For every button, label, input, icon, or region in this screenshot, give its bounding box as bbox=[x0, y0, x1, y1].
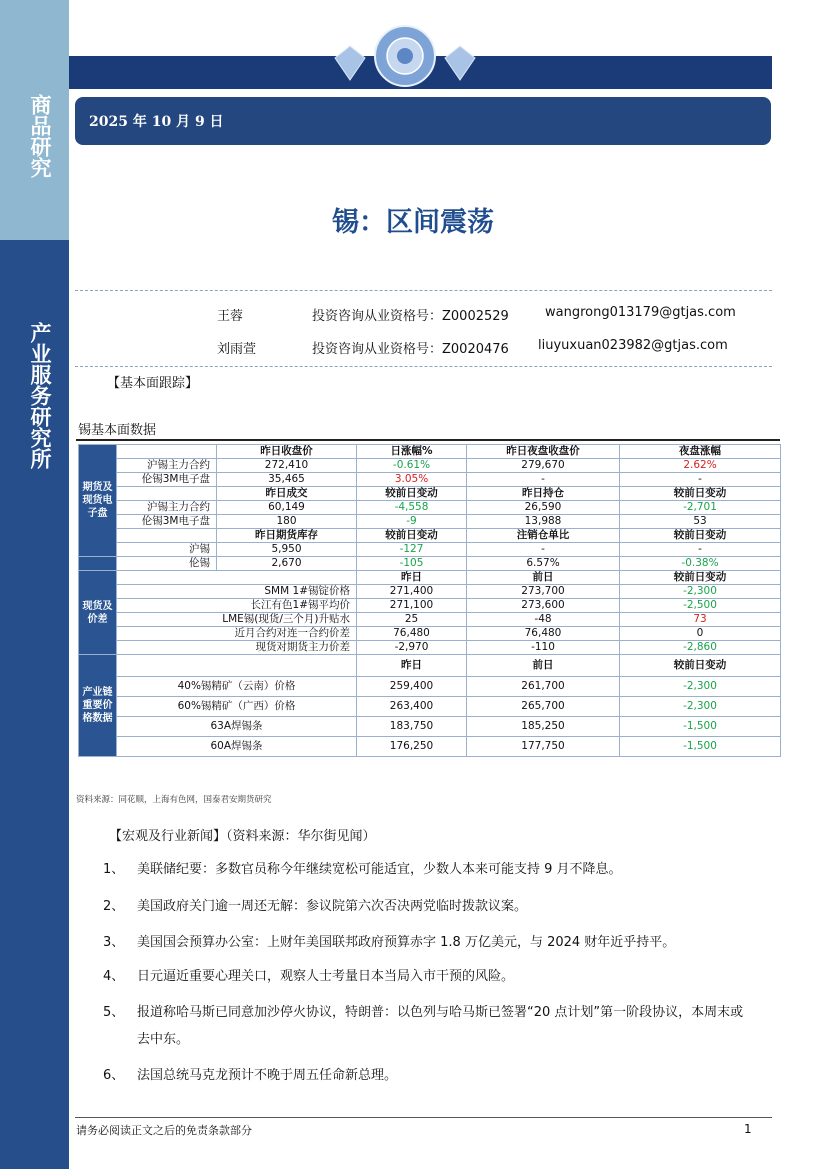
footer-disclaimer: 请务必阅读正文之后的免责条款部分 bbox=[76, 1124, 252, 1137]
report-title: 锡：区间震荡 bbox=[332, 207, 494, 238]
table-row: SMM 1#锡锭价格 271,400 273,700 -2,300 bbox=[79, 585, 781, 599]
table-row: 沪锡主力合约 60,149 -4,558 26,590 -2,701 bbox=[79, 501, 781, 515]
footer-rule bbox=[75, 1117, 772, 1118]
page-number: 1 bbox=[744, 1122, 752, 1136]
sidebar-bottom-label: 产业服务研究所 bbox=[28, 322, 53, 469]
news-item: 3、 美国国会预算办公室：上财年美国联邦政府预算赤字 1.8 万亿美元，与 2024 财年近乎持平。 bbox=[103, 935, 676, 950]
table-row: 沪锡 5,950 -127 - - bbox=[79, 543, 781, 557]
sidebar-top-label: 商品研究 bbox=[28, 94, 53, 178]
table-header-row: 昨日期货库存 较前日变动 注销仓单比 较前日变动 bbox=[79, 529, 781, 543]
table-header-row: 昨日成交 较前日变动 昨日持仓 较前日变动 bbox=[79, 487, 781, 501]
table-row: 伦锡3M电子盘 35,465 3.05% - - bbox=[79, 473, 781, 487]
table-row: 伦锡3M电子盘 180 -9 13,988 53 bbox=[79, 515, 781, 529]
category-industry: 产业链重要价格数据 bbox=[79, 655, 117, 757]
category-spot: 现货及价差 bbox=[79, 571, 117, 655]
table-row: 近月合约对连一合约价差 76,480 76,480 0 bbox=[79, 627, 781, 641]
table-row: 长江有色1#锡平均价 271,100 273,600 -2,500 bbox=[79, 599, 781, 613]
table-title: 锡基本面数据 bbox=[78, 423, 157, 438]
table-row: 60A焊锡条 176,250 177,750 -1,500 bbox=[79, 737, 781, 757]
table-header-row: 现货及价差 昨日 前日 较前日变动 bbox=[79, 571, 781, 585]
table-row: 40%锡精矿（云南）价格 259,400 261,700 -2,300 bbox=[79, 677, 781, 697]
author-name: 王蓉 bbox=[217, 309, 244, 324]
table-row: LME锡(现货/三个月)升贴水 25 -48 73 bbox=[79, 613, 781, 627]
divider bbox=[75, 366, 772, 367]
news-header: 【宏观及行业新闻】（资料来源：华尔街见闻） bbox=[109, 829, 376, 844]
author-name: 刘雨萱 bbox=[217, 342, 257, 357]
table-row: 伦锡 2,670 -105 6.57% -0.38% bbox=[79, 557, 781, 571]
news-item: 4、 日元逼近重要心理关口，观察人士考量日本当局入市干预的风险。 bbox=[103, 969, 515, 984]
tin-fundamental-table bbox=[78, 444, 781, 757]
date-bar bbox=[75, 97, 771, 145]
author-cert: 投资咨询从业资格号：Z0020476 bbox=[312, 342, 509, 357]
news-item: 2、 美国政府关门逾一周还无解：参议院第六次否决两党临时拨款议案。 bbox=[103, 899, 528, 914]
table-row: 沪锡主力合约 272,410 -0.61% 279,670 2.62% bbox=[79, 459, 781, 473]
author-cert: 投资咨询从业资格号：Z0002529 bbox=[312, 309, 509, 324]
divider bbox=[75, 290, 772, 291]
news-item: 5、 报道称哈马斯已同意加沙停火协议，特朗普：以色列与哈马斯已签署“20 点计划”第一阶段协议，本周末或去中东。 bbox=[103, 1005, 744, 1047]
author-email[interactable]: wangrong013179@gtjas.com bbox=[545, 305, 736, 320]
table-header-row: 期货及现货电子盘 昨日收盘价 日涨幅% 昨日夜盘收盘价 夜盘涨幅 bbox=[79, 445, 781, 459]
news-item: 6、 法国总统马克龙预计不晚于周五任命新总理。 bbox=[103, 1068, 398, 1083]
table-row: 63A焊锡条 183,750 185,250 -1,500 bbox=[79, 717, 781, 737]
table-header-row: 产业链重要价格数据 昨日 前日 较前日变动 bbox=[79, 655, 781, 677]
table-top-rule bbox=[76, 439, 780, 441]
table-row: 现货对期货主力价差 -2,970 -110 -2,860 bbox=[79, 641, 781, 655]
news-item: 1、 美联储纪要：多数官员称今年继续宽松可能适宜，少数人本来可能支持 9 月不降息。 bbox=[103, 862, 622, 877]
table-row: 60%锡精矿（广西）价格 263,400 265,700 -2,300 bbox=[79, 697, 781, 717]
table-source: 资料来源：同花顺，上海有色网，国泰君安期货研究 bbox=[76, 795, 272, 805]
category-futures: 期货及现货电子盘 bbox=[79, 445, 117, 557]
report-date: 2025 年 10 月 9 日 bbox=[89, 114, 224, 130]
author-email[interactable]: liuyuxuan023982@gtjas.com bbox=[538, 338, 728, 353]
section-fundamental: 【基本面跟踪】 bbox=[107, 376, 199, 391]
diamond-logo-icon bbox=[320, 18, 490, 88]
